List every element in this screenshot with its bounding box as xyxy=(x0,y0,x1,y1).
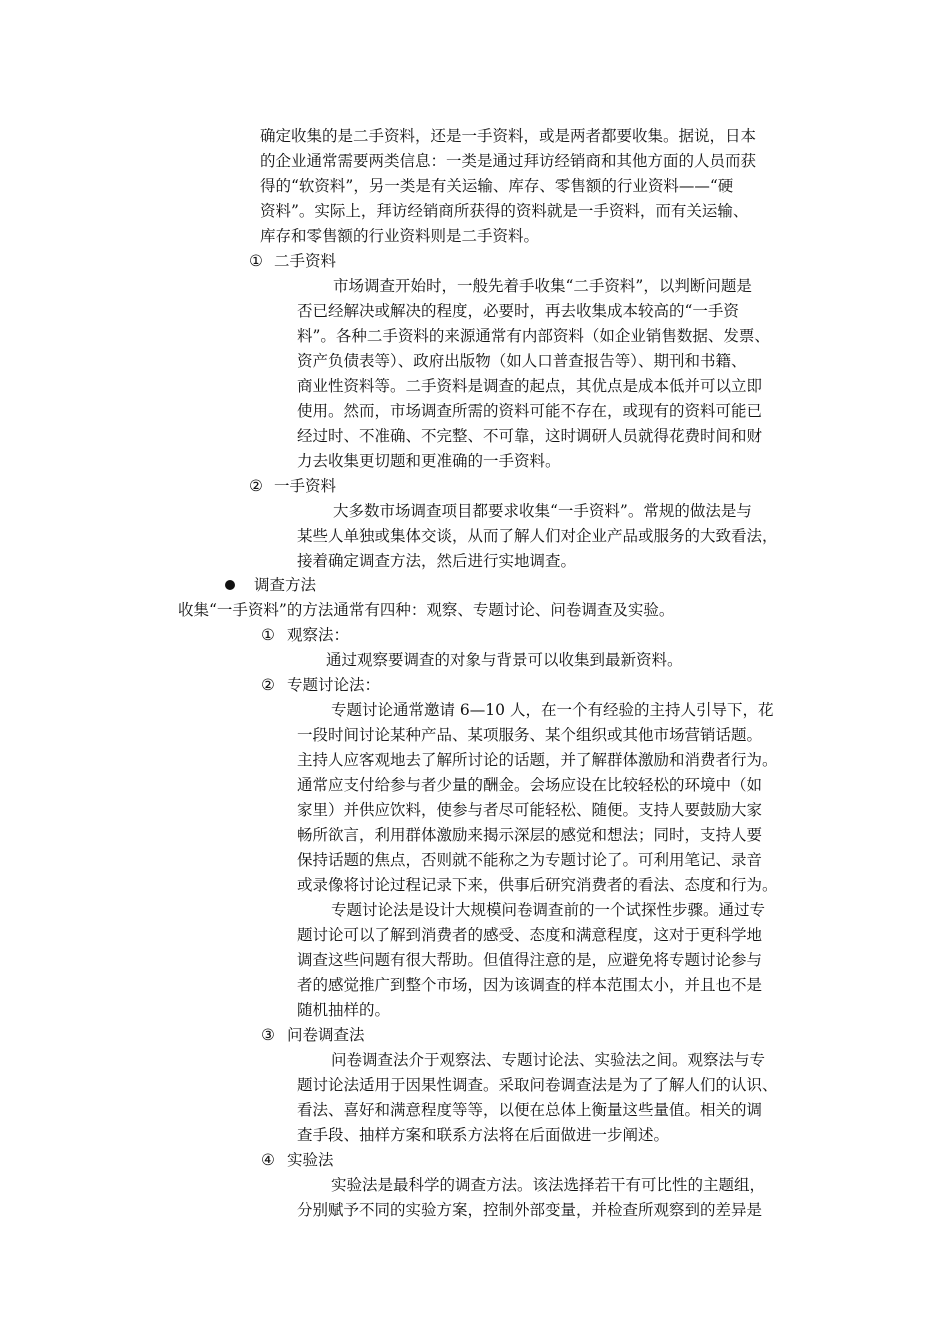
text-line: 经过时、不准确、不完整、不可靠，这时调研人员就得花费时间和财 xyxy=(297,427,763,445)
text-line: 力去收集更切题和更准确的一手资料。 xyxy=(297,452,561,470)
text-line: 接着确定调查方法，然后进行实地调查。 xyxy=(297,552,577,570)
text-line: 大多数市场调查项目都要求收集“一手资料”。常规的做法是与 xyxy=(333,502,752,520)
text-line: 家里）并供应饮料，使参与者尽可能轻松、随便。支持人要鼓励大家 xyxy=(297,801,763,819)
text-line: 市场调查开始时，一般先着手收集“二手资料”，以判断问题是 xyxy=(333,277,752,295)
text-line: 资产负债表等）、政府出版物（如人口普查报告等）、期刊和书籍、 xyxy=(297,352,747,370)
subsection-heading: 观察法： xyxy=(287,626,350,644)
text-line: 得的“软资料”，另一类是有关运输、库存、零售额的行业资料——“硬 xyxy=(260,177,734,195)
text-line: 否已经解决或解决的程度，必要时，再去收集成本较高的“一手资 xyxy=(297,302,739,320)
text-line: 通常应支付给参与者少量的酬金。会场应设在比较轻松的环境中（如 xyxy=(297,776,763,794)
text-line: 专题讨论通常邀请 6—10 人，在一个有经验的主持人引导下，花 xyxy=(331,701,774,719)
text-line: 题讨论法适用于因果性调查。采取问卷调查法是为了了解人们的认识、 xyxy=(297,1076,778,1094)
list-marker: ① xyxy=(249,252,263,270)
text-line: 料”。各种二手资料的来源通常有内部资料（如企业销售数据、发票、 xyxy=(297,327,770,345)
text-line: 问卷调查法介于观察法、专题讨论法、实验法之间。观察法与专 xyxy=(331,1051,766,1069)
section-heading: 调查方法 xyxy=(254,576,317,594)
text-line: 商业性资料等。二手资料是调查的起点，其优点是成本低并可以立即 xyxy=(297,377,763,395)
text-line: 专题讨论法是设计大规模问卷调查前的一个试探性步骤。通过专 xyxy=(331,901,766,919)
bullet-icon xyxy=(225,580,235,590)
text-line: 者的感觉推广到整个市场，因为该调查的样本范围太小，并且也不是 xyxy=(297,976,763,994)
list-marker: ① xyxy=(261,626,275,644)
text-line: 畅所欲言，利用群体激励来揭示深层的感觉和想法；同时，支持人要 xyxy=(297,826,763,844)
list-marker: ④ xyxy=(261,1151,275,1169)
text-line: 查手段、抽样方案和联系方法将在后面做进一步阐述。 xyxy=(297,1126,670,1144)
list-marker: ② xyxy=(261,676,275,694)
section-heading: 二手资料 xyxy=(274,252,337,270)
section-heading: 一手资料 xyxy=(274,477,337,495)
text-line: 一段时间讨论某种产品、某项服务、某个组织或其他市场营销话题。 xyxy=(297,726,763,744)
text-line: 随机抽样的。 xyxy=(297,1001,391,1019)
text-line: 题讨论可以了解到消费者的感受、态度和满意程度，这对于更科学地 xyxy=(297,926,763,944)
text-line: 收集“一手资料”的方法通常有四种：观察、专题讨论、问卷调查及实验。 xyxy=(178,601,675,619)
subsection-heading: 专题讨论法： xyxy=(287,676,381,694)
list-marker: ③ xyxy=(261,1026,275,1044)
list-marker: ② xyxy=(249,477,263,495)
text-line: 保持话题的焦点，否则就不能称之为专题讨论了。可利用笔记、录音 xyxy=(297,851,763,869)
text-line: 调查这些问题有很大帮助。但值得注意的是，应避免将专题讨论参与 xyxy=(297,951,763,969)
text-line: 某些人单独或集体交谈，从而了解人们对企业产品或服务的大致看法， xyxy=(297,527,778,545)
text-line: 看法、喜好和满意程度等等，以便在总体上衡量这些量值。相关的调 xyxy=(297,1101,763,1119)
text-line: 库存和零售额的行业资料则是二手资料。 xyxy=(260,227,540,245)
subsection-heading: 问卷调查法 xyxy=(287,1026,365,1044)
text-line: 或录像将讨论过程记录下来，供事后研究消费者的看法、态度和行为。 xyxy=(297,876,778,894)
text-line: 实验法是最科学的调查方法。该法选择若干有可比性的主题组， xyxy=(331,1176,766,1194)
subsection-heading: 实验法 xyxy=(287,1151,334,1169)
text-line: 分别赋予不同的实验方案，控制外部变量，并检查所观察到的差异是 xyxy=(297,1201,763,1219)
text-line: 确定收集的是二手资料，还是一手资料，或是两者都要收集。据说，日本 xyxy=(260,127,757,145)
text-line: 资料”。实际上，拜访经销商所获得的资料就是一手资料，而有关运输、 xyxy=(260,202,749,220)
text-line: 通过观察要调查的对象与背景可以收集到最新资料。 xyxy=(326,651,683,669)
text-line: 使用。然而，市场调查所需的资料可能不存在，或现有的资料可能已 xyxy=(297,402,763,420)
text-line: 主持人应客观地去了解所讨论的话题，并了解群体激励和消费者行为。 xyxy=(297,751,778,769)
text-line: 的企业通常需要两类信息：一类是通过拜访经销商和其他方面的人员而获 xyxy=(260,152,757,170)
